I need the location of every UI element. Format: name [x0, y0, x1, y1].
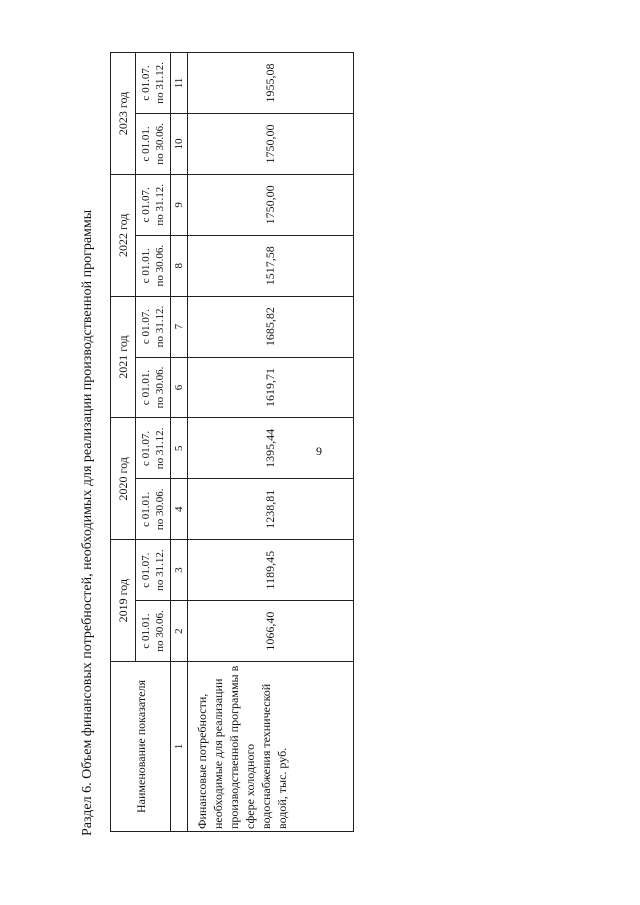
year-header: 2022 год: [111, 174, 136, 296]
column-number: 6: [171, 357, 188, 418]
column-number: 5: [171, 418, 188, 479]
period-header: с 01.01. по 30.06.: [136, 113, 171, 174]
value-cell: 1619,71: [188, 357, 354, 418]
row-label: Финансовые потребности, необходимые для реализации производственной программы в сфере холодного водоснабжения технической водой, тыс. руб.: [188, 662, 354, 832]
value-cell: 1189,45: [188, 540, 354, 601]
year-header: 2023 год: [111, 53, 136, 175]
period-header: с 01.01. по 30.06.: [136, 479, 171, 540]
period-header: с 01.01. по 30.06.: [136, 235, 171, 296]
year-header: 2019 год: [111, 540, 136, 662]
value-cell: 1066,40: [188, 601, 354, 662]
value-cell: 1955,08: [188, 53, 354, 114]
indicator-header: Наименование показателя: [111, 662, 171, 832]
year-header: 2021 год: [111, 296, 136, 418]
column-number: 2: [171, 601, 188, 662]
period-header: с 01.07. по 31.12.: [136, 53, 171, 114]
value-cell: 1395,44: [188, 418, 354, 479]
value-cell: 1517,58: [188, 235, 354, 296]
column-number: 3: [171, 540, 188, 601]
header-row-years: [111, 53, 136, 832]
column-number: 8: [171, 235, 188, 296]
page-number: 9: [316, 444, 322, 458]
table-row: [188, 53, 354, 832]
value-cell: 1750,00: [188, 113, 354, 174]
column-number: 1: [171, 662, 188, 832]
column-number: 9: [171, 174, 188, 235]
value-cell: 1685,82: [188, 296, 354, 357]
column-number: 4: [171, 479, 188, 540]
year-header: 2020 год: [111, 418, 136, 540]
period-header: с 01.07. по 31.12.: [136, 540, 171, 601]
column-number: 11: [171, 53, 188, 114]
period-header: с 01.01. по 30.06.: [136, 357, 171, 418]
value-cell: 1750,00: [188, 174, 354, 235]
period-header: с 01.01. по 30.06.: [136, 601, 171, 662]
period-header: с 01.07. по 31.12.: [136, 418, 171, 479]
period-header: с 01.07. по 31.12.: [136, 174, 171, 235]
period-header: с 01.07. по 31.12.: [136, 296, 171, 357]
rotated-page-content: [80, 40, 640, 840]
value-cell: 1238,81: [188, 479, 354, 540]
financial-needs-table: [110, 52, 354, 832]
section-title: Раздел 6. Объем финансовых потребностей, необходимых для реализации производственной программы: [80, 209, 95, 836]
column-number: 7: [171, 296, 188, 357]
column-number: 10: [171, 113, 188, 174]
column-number-row: [171, 53, 188, 832]
